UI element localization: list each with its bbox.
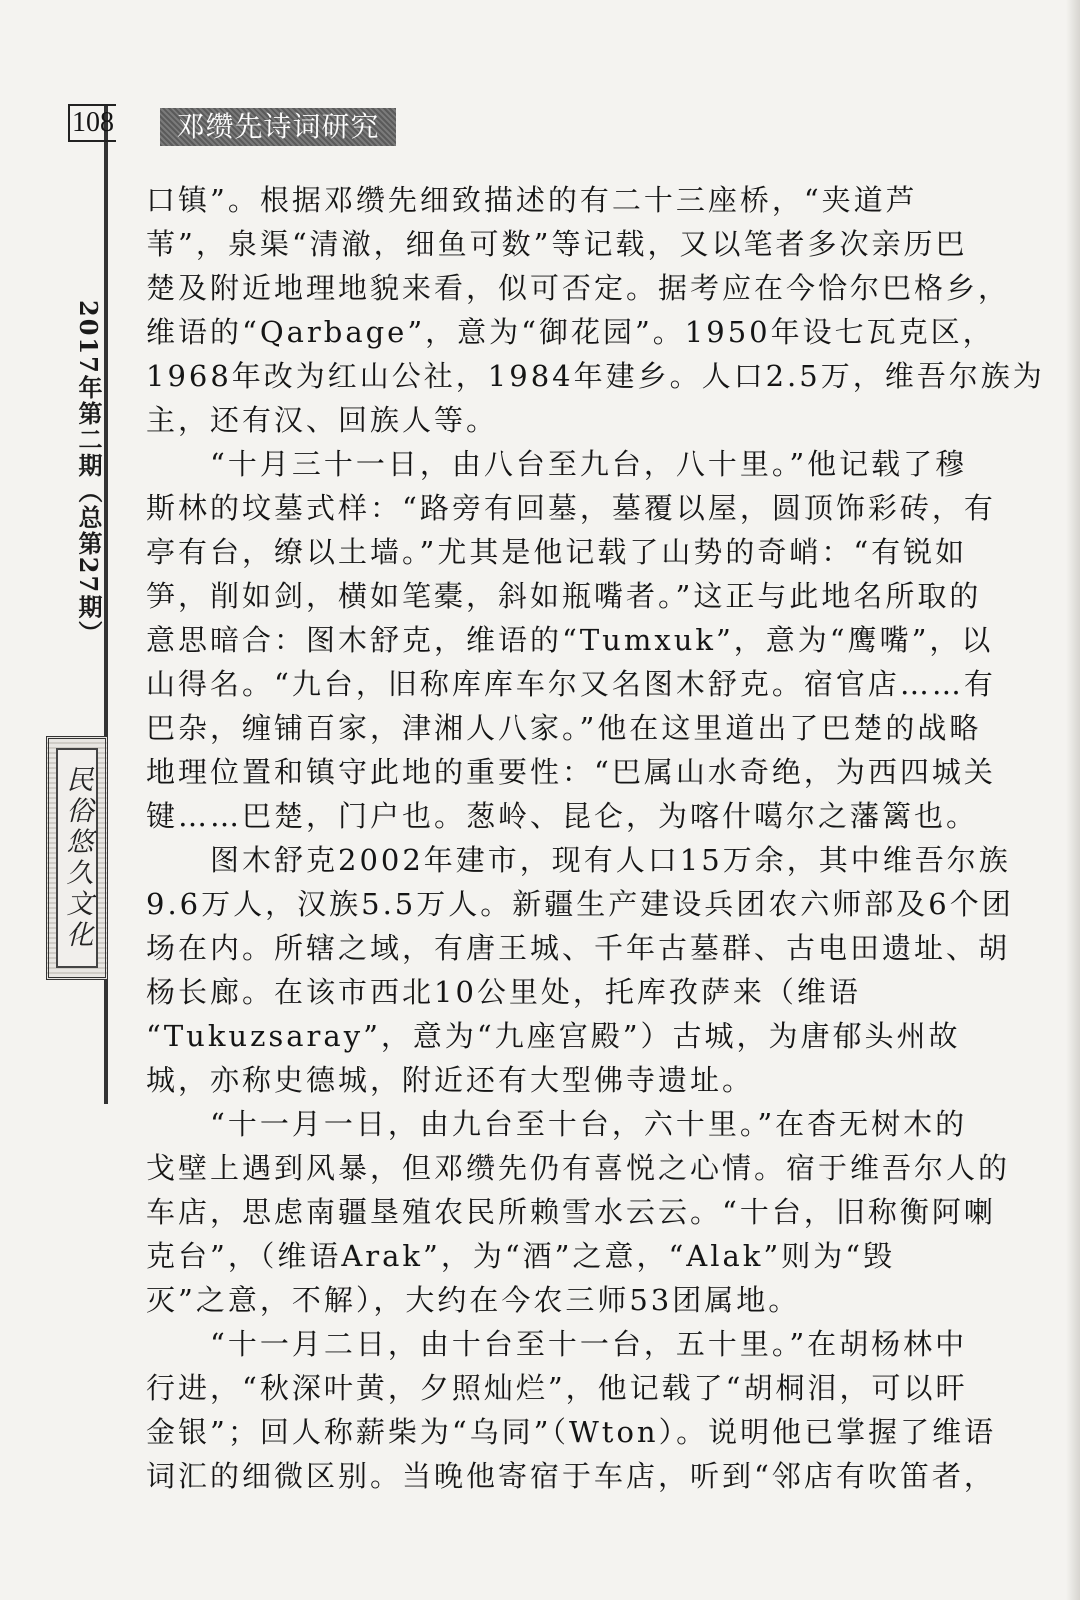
text-line: 楚及附近地理地貌来看，似可否定。据考应在今恰尔巴格乡，: [146, 271, 1011, 305]
text-line: 行进，“秋深叶黄，夕照灿烂”，他记载了“胡桐泪，可以旰: [146, 1371, 968, 1405]
text-line: 维语的“Qarbage”，意为“御花园”。1950年设七瓦克区，: [146, 315, 995, 349]
seal-text: 民俗悠久文化: [61, 765, 93, 951]
text-line: 苇”，泉渠“清澈，细鱼可数”等记载，又以笔者多次亲历巴: [146, 227, 968, 261]
text-line: 意思暗合：图木舒克，维语的“Tumxuk”，意为“鹰嘴”，以: [146, 623, 994, 657]
text-line: 口镇”。根据邓缵先细致描述的有二十三座桥，“夹道芦: [146, 183, 918, 217]
text-line: 1968年改为红山公社，1984年建乡。人口2.5万，维吾尔族为: [146, 359, 1045, 393]
text-line: 图木舒克2002年建市，现有人口15万余，其中维吾尔族: [210, 843, 1011, 877]
text-line: “十一月二日，由十台至十一台，五十里。”在胡杨林中: [210, 1327, 968, 1361]
text-line: 克台”，（维语Arak”，为“酒”之意，“Alak”则为“毁: [146, 1239, 896, 1273]
text-line: 金银”；回人称薪柴为“乌同”（Wton）。说明他已掌握了维语: [146, 1415, 997, 1449]
text-line: 斯林的坟墓式样：“路旁有回墓，墓覆以屋，圆顶饰彩砖，有: [146, 491, 996, 525]
text-line: 灭”之意，不解），大约在今农三师53团属地。: [146, 1283, 801, 1317]
text-line: 车店，思虑南疆垦殖农民所赖雪水云云。“十台，旧称衡阿喇: [146, 1195, 996, 1229]
text-line: 地理位置和镇守此地的重要性：“巴属山水奇绝，为西四城关: [146, 755, 996, 789]
text-line: 戈壁上遇到风暴，但邓缵先仍有喜悦之心情。宿于维吾尔人的: [146, 1151, 1011, 1185]
text-line: 笋，削如剑，横如笔橐，斜如瓶嘴者。”这正与此地名所取的: [146, 579, 982, 613]
text-line: “十月三十一日，由八台至九台，八十里。”他记载了穆: [210, 447, 968, 481]
seal-frame: [56, 748, 98, 968]
page-number: 108: [68, 104, 116, 142]
text-line: 城，亦称史德城，附近还有大型佛寺遗址。: [146, 1063, 755, 1097]
text-line: 场在内。所辖之域，有唐王城、千年古墓群、古电田遗址、胡: [146, 931, 1011, 965]
section-title: 邓缵先诗词研究: [160, 108, 396, 146]
page-edge-shadow: [1066, 0, 1080, 1600]
text-line: 亭有台，缭以土墙。”尤其是他记载了山势的奇峭：“有锐如: [146, 535, 968, 569]
text-line: 9.6万人，汉族5.5万人。新疆生产建设兵团农六师部及6个团: [146, 887, 1014, 921]
text-line: 键……巴楚，门户也。葱岭、昆仑，为喀什噶尔之藩篱也。: [146, 799, 979, 833]
text-line: 杨长廊。在该市西北10公里处，托库孜萨来（维语: [146, 975, 861, 1009]
text-line: 山得名。“九台，旧称库库车尔又名图木舒克。宿官店……有: [146, 667, 996, 701]
article-body: [146, 178, 1045, 1498]
text-line: “十一月一日，由九台至十台，六十里。”在杳无树木的: [210, 1107, 968, 1141]
text-line: “Tukuzsaray”，意为“九座宫殿”）古城，为唐郁头州故: [146, 1019, 961, 1053]
text-line: 词汇的细微区别。当晚他寄宿于车店，听到“邻店有吹笛者，: [146, 1459, 996, 1493]
seal-ornament: [46, 736, 108, 980]
issue-label: 2017年第二期（总第27期）: [74, 300, 103, 647]
text-line: 巴杂，缠铺百家，津湘人八家。”他在这里道出了巴楚的战略: [146, 711, 982, 745]
text-line: 主，还有汉、回族人等。: [146, 403, 499, 437]
